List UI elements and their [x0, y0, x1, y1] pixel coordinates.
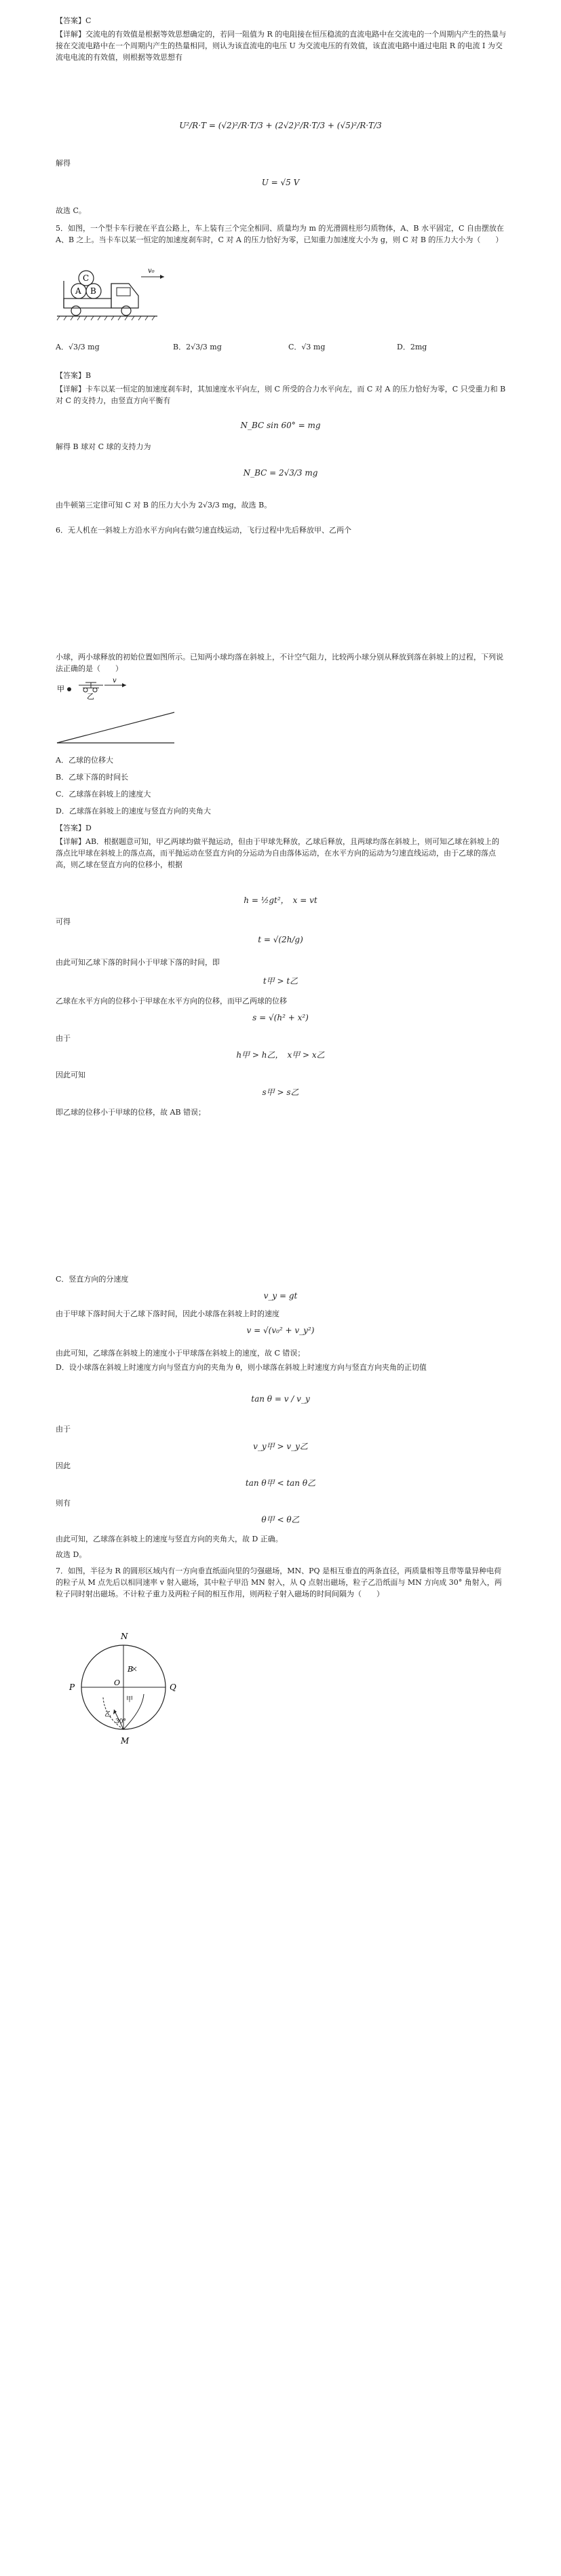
q6-answer: 【答案】D [56, 824, 92, 832]
q6-slope-figure [56, 678, 205, 750]
q6-option-a: A．乙球的位移大 [56, 756, 113, 765]
q7-label-b: B [128, 1665, 134, 1674]
q5-solve-label: 解得 B 球对 C 球的支持力为 [56, 442, 151, 451]
q6-text-6: 由此可知，乙球落在斜坡上的速度小于甲球落在斜坡上的速度，故 C 错误； [56, 1349, 305, 1358]
q6-label-jia: 甲 [57, 685, 64, 693]
q6-drone-icon [79, 683, 103, 688]
q6-hence-label: 因此可知 [56, 1071, 85, 1079]
q7-label-m: M [121, 1736, 130, 1746]
q5-conclusion: 由牛顿第三定律可知 C 对 B 的压力大小为 2√3/3 mg，故选 B。 [56, 501, 272, 510]
q6-conclusion: 故选 D。 [56, 1550, 87, 1559]
q4-equation-2: U = √5 V [261, 178, 300, 187]
q4-answer: 【答案】C [56, 16, 92, 25]
q6-option-c: C．乙球落在斜坡上的速度大 [56, 790, 151, 799]
q7-label-o: O [114, 1678, 121, 1687]
q6-equation-1: h = ½gt²， x = vt [244, 896, 317, 905]
q7-label-yi: 乙 [104, 1711, 111, 1718]
q7-label-q: Q [170, 1683, 176, 1692]
q6-stem-2: 小球，两小球释放的初始位置如图所示。已知两小球均落在斜坡上，不计空气阻力，比较两小球分别从释放到落在斜坡上的过程，下列说法正确的是（ ） [56, 653, 503, 673]
q7-magnetic-field-figure [56, 1630, 191, 1748]
q5-equation-1: N_BC sin 60° = mg [240, 421, 321, 430]
q6-text-4: 即乙球的位移小于甲球的位移，故 AB 错误； [56, 1108, 206, 1117]
q6-detail-ab: 【详解】AB．根据题意可知，甲乙两球均做平抛运动，但由于甲球先释放，乙球后释放，且两球均落在斜坡上，则可知乙球在斜坡上的落点比甲球在斜坡上的落点高，而平抛运动在竖直方向的分运动为自由落体运动，在水平方向的运动为匀速直线运动，由于乙球的落点高，则乙球在竖直方向的位移小，根据 [56, 837, 500, 869]
q5-answer: 【答案】B [56, 371, 92, 380]
q4-solve-label: 解得 [56, 159, 71, 168]
q6-equation-9: tan θ = v / v_y [251, 1394, 310, 1404]
q5-label-a: A [75, 286, 81, 296]
q7-label-p: P [69, 1683, 75, 1692]
q6-slope-line [57, 712, 174, 743]
q6-text-7: D．设小球落在斜坡上时速度方向与竖直方向的夹角为 θ，则小球落在斜坡上时速度方向与竖直方向夹角的正切值 [56, 1363, 427, 1372]
q4-detail: 【详解】交流电的有效值是根据等效思想确定的，若同一阻值为 R 的电阻接在恒压稳流的直流电路中在交流电的一个周期内产生的热量与接在交流电路中在一个周期内产生的热量相同，则认为该直流电的电压 U 为交流电压的有效值，该直流电路中通过电阻 R 的电流 I 为交流电电流的有效值，则根据等效思想有 [56, 30, 507, 62]
q7-label-angle: 30° [115, 1718, 126, 1725]
q6-option-d: D．乙球落在斜坡上的速度与竖直方向的夹角大 [56, 807, 211, 815]
q6-then-label: 则有 [56, 1499, 71, 1507]
q7-label-jia: 甲 [126, 1696, 133, 1704]
q4-conclusion: 故选 C。 [56, 206, 86, 215]
q6-equation-11: tan θ甲 < tan θ乙 [245, 1478, 316, 1488]
q5-equation-2: N_BC = 2√3/3 mg [243, 468, 318, 478]
q7-stem: 7．如图，半径为 R 的圆形区域内有一方向垂直纸面向里的匀强磁场，MN、PQ 是相互垂直的两条直径，两质量相等且带等量异种电荷的粒子从 M 点先后以相同速率 v 射入磁场，其中粒子甲沿 MN 射入，从 Q 点射出磁场，粒子乙沿纸面与 MN 方向成 30° 角射入，两粒子同时射出磁场。不计粒子重力及两粒子间的相互作用，则两粒子射入磁场的时间间隔为（ ） [56, 1566, 502, 1598]
q6-text-5: 由于甲球下落时间大于乙球下落时间，因此小球落在斜坡上时的速度 [56, 1309, 279, 1318]
q6-text-2: 由此可知乙球下落的时间小于甲球下落的时间，即 [56, 958, 220, 967]
q7-label-n: N [121, 1632, 128, 1641]
q4-equation-1: U²/R·T = (√2)²/R·T/3 + (2√2)²/R·T/3 + (√5)²/R·T/3 [179, 121, 382, 130]
q5-label-b: B [90, 286, 96, 296]
q6-equation-4: s = √(h² + x²) [252, 1013, 309, 1022]
q6-text-8: 由此可知，乙球落在斜坡上的速度与竖直方向的夹角大，故 D 正确。 [56, 1535, 283, 1543]
q6-equation-2: t = √(2h/g) [258, 935, 303, 944]
q6-label-yi: 乙 [87, 692, 94, 701]
q5-option-a: A．√3/3 mg [56, 343, 100, 351]
q5-option-d: D．2mg [397, 343, 427, 351]
q6-equation-12: θ甲 < θ乙 [261, 1515, 300, 1524]
q5-detail: 【详解】卡车以某一恒定的加速度刹车时，其加速度水平向左，则 C 所受的合力水平向左，而 C 对 A 的压力恰好为零，C 只受重力和 B 对 C 的支持力，由竖直方向平衡有 [56, 385, 506, 405]
q6-equation-10: v_y甲 > v_y乙 [253, 1442, 308, 1451]
q6-since-label: 由于 [56, 1034, 71, 1043]
q5-label-v0: v₀ [148, 267, 155, 275]
q6-equation-8: v = √(v₀² + v_y²) [246, 1326, 315, 1335]
q6-label-v: v [113, 678, 117, 685]
q6-option-b: B．乙球下落的时间长 [56, 773, 129, 782]
q6-equation-5: h甲 > h乙， x甲 > x乙 [236, 1050, 325, 1060]
q5-option-b: B．2√3/3 mg [173, 343, 222, 351]
q6-equation-6: s甲 > s乙 [262, 1088, 299, 1097]
q5-option-c: C．√3 mg [288, 343, 326, 351]
q5-truck-figure [56, 263, 171, 331]
q6-stem-1: 6．无人机在一斜坡上方沿水平方向向右做匀速直线运动，飞行过程中先后释放甲、乙两个 [56, 526, 351, 535]
q6-part-c: C．竖直方向的分速度 [56, 1275, 129, 1284]
q6-equation-3: t甲 > t乙 [263, 976, 298, 986]
q5-label-c: C [83, 273, 90, 283]
q6-since-2-label: 由于 [56, 1425, 71, 1434]
q6-equation-7: v_y = gt [263, 1291, 298, 1301]
q5-stem: 5．如图，一个型卡车行驶在平直公路上，车上装有三个完全相同、质量均为 m 的光滑圆柱形匀质物体，A、B 水平固定，C 自由摆放在 A、B 之上。当卡车以某一恒定的加速度刹车时，C 对 A 的压力恰好为零，已知重力加速度大小为 g，则 C 对 B 的压力大小为（ ） [56, 224, 504, 244]
q6-know-label: 可得 [56, 917, 71, 926]
q6-therefore-label: 因此 [56, 1461, 71, 1470]
q6-text-3: 乙球在水平方向的位移小于甲球在水平方向的位移，而甲乙两球的位移 [56, 997, 287, 1005]
